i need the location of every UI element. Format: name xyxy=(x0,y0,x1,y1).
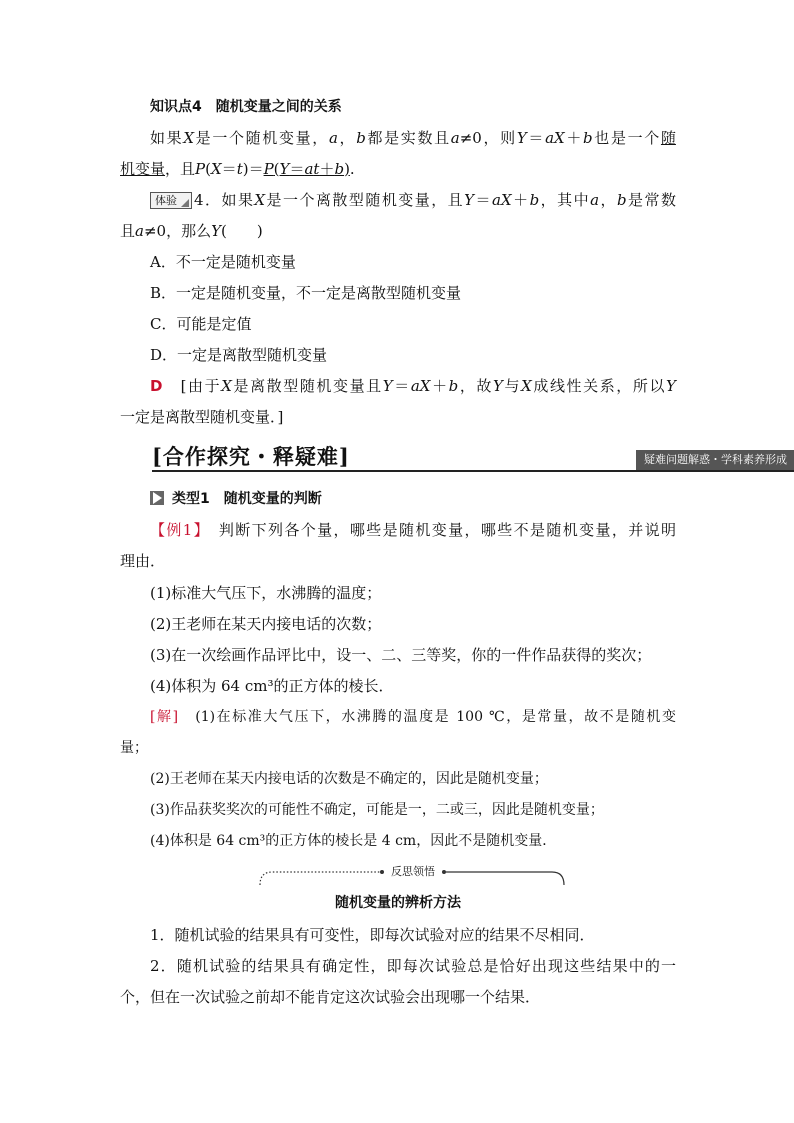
play-triangle-icon xyxy=(150,491,164,505)
option-a: A．不一定是随机变量 xyxy=(150,253,296,271)
answer-line2: 一定是离散型随机变量．] xyxy=(120,408,284,426)
kp4-paragraph-line2: 机变量，且P(X＝t)＝P(Y＝at＋b). xyxy=(120,160,355,178)
example-item-3: (3)在一次绘画作品评比中，设一、二、三等奖，你的一件作品获得的奖次； xyxy=(150,646,652,664)
reflect-point-1: 1．随机试验的结果具有可变性，即每次试验对应的结果不尽相同． xyxy=(150,926,595,944)
reflect-point-2-line2: 个，但在一次试验之前却不能肯定这次试验会出现哪一个结果． xyxy=(120,988,541,1006)
solution-item-2: (2)王老师在某天内接电话的次数是不确定的，因此是随机变量； xyxy=(150,771,548,787)
example-item-1: (1)标准大气压下，水沸腾的温度； xyxy=(150,584,382,602)
solution-line1: [解] (1)在标准大气压下，水沸腾的温度是 100 ℃，是常量，故不是随机变 xyxy=(150,709,676,725)
experience-tag: 体验 xyxy=(150,192,192,209)
knowledge-point-heading: 知识点4 随机变量之间的关系 xyxy=(150,99,342,115)
experience-question-line2: 且a≠0，那么Y( ) xyxy=(120,222,263,240)
option-b: B．一定是随机变量，不一定是离散型随机变量 xyxy=(150,284,462,302)
reflect-title: 随机变量的辨析方法 xyxy=(335,895,461,911)
section-banner: 疑难问题解惑・学科素养形成 xyxy=(636,450,794,470)
reflect-label: 反思领悟 xyxy=(385,865,441,879)
solution-line2: 量； xyxy=(120,740,148,756)
answer-line1: D [由于X是离散型随机变量且Y＝aX＋b，故Y与X成线性关系，所以Y xyxy=(150,377,676,395)
answer-letter: D xyxy=(150,377,163,395)
type-heading: 类型1 随机变量的判断 xyxy=(150,488,676,510)
example-question-line2: 理由． xyxy=(120,552,166,570)
section-title: [合作探究・释疑难] xyxy=(152,444,350,469)
solution-tag: [解] xyxy=(150,709,179,725)
option-c: C．可能是定值 xyxy=(150,315,252,333)
example-question-line1: 【例1】 判断下列各个量，哪些是随机变量，哪些不是随机变量，并说明 xyxy=(150,521,676,539)
option-d: D．一定是离散型随机变量 xyxy=(150,346,328,364)
solution-item-4: (4)体积是 64 cm³的正方体的棱长是 4 cm，因此不是随机变量． xyxy=(150,833,557,849)
experience-question-line1: 体验 4．如果X是一个离散型随机变量，且Y＝aX＋b，其中a，b是常数 xyxy=(150,189,676,211)
reflect-divider xyxy=(258,865,566,887)
example-item-4: (4)体积为 64 cm³的正方体的棱长． xyxy=(150,677,394,695)
section-divider xyxy=(152,470,794,472)
solution-item-3: (3)作品获奖奖次的可能性不确定，可能是一，二或三，因此是随机变量； xyxy=(150,802,604,818)
reflect-point-2-line1: 2．随机试验的结果具有确定性，即每次试验总是恰好出现这些结果中的一 xyxy=(150,957,676,975)
example-item-2: (2)王老师在某天内接电话的次数； xyxy=(150,615,382,633)
example-tag: 【例1】 xyxy=(150,521,203,539)
kp4-paragraph-line1: 如果X是一个随机变量，a，b都是实数且a≠0，则Y＝aX＋b也是一个随 xyxy=(150,129,676,147)
